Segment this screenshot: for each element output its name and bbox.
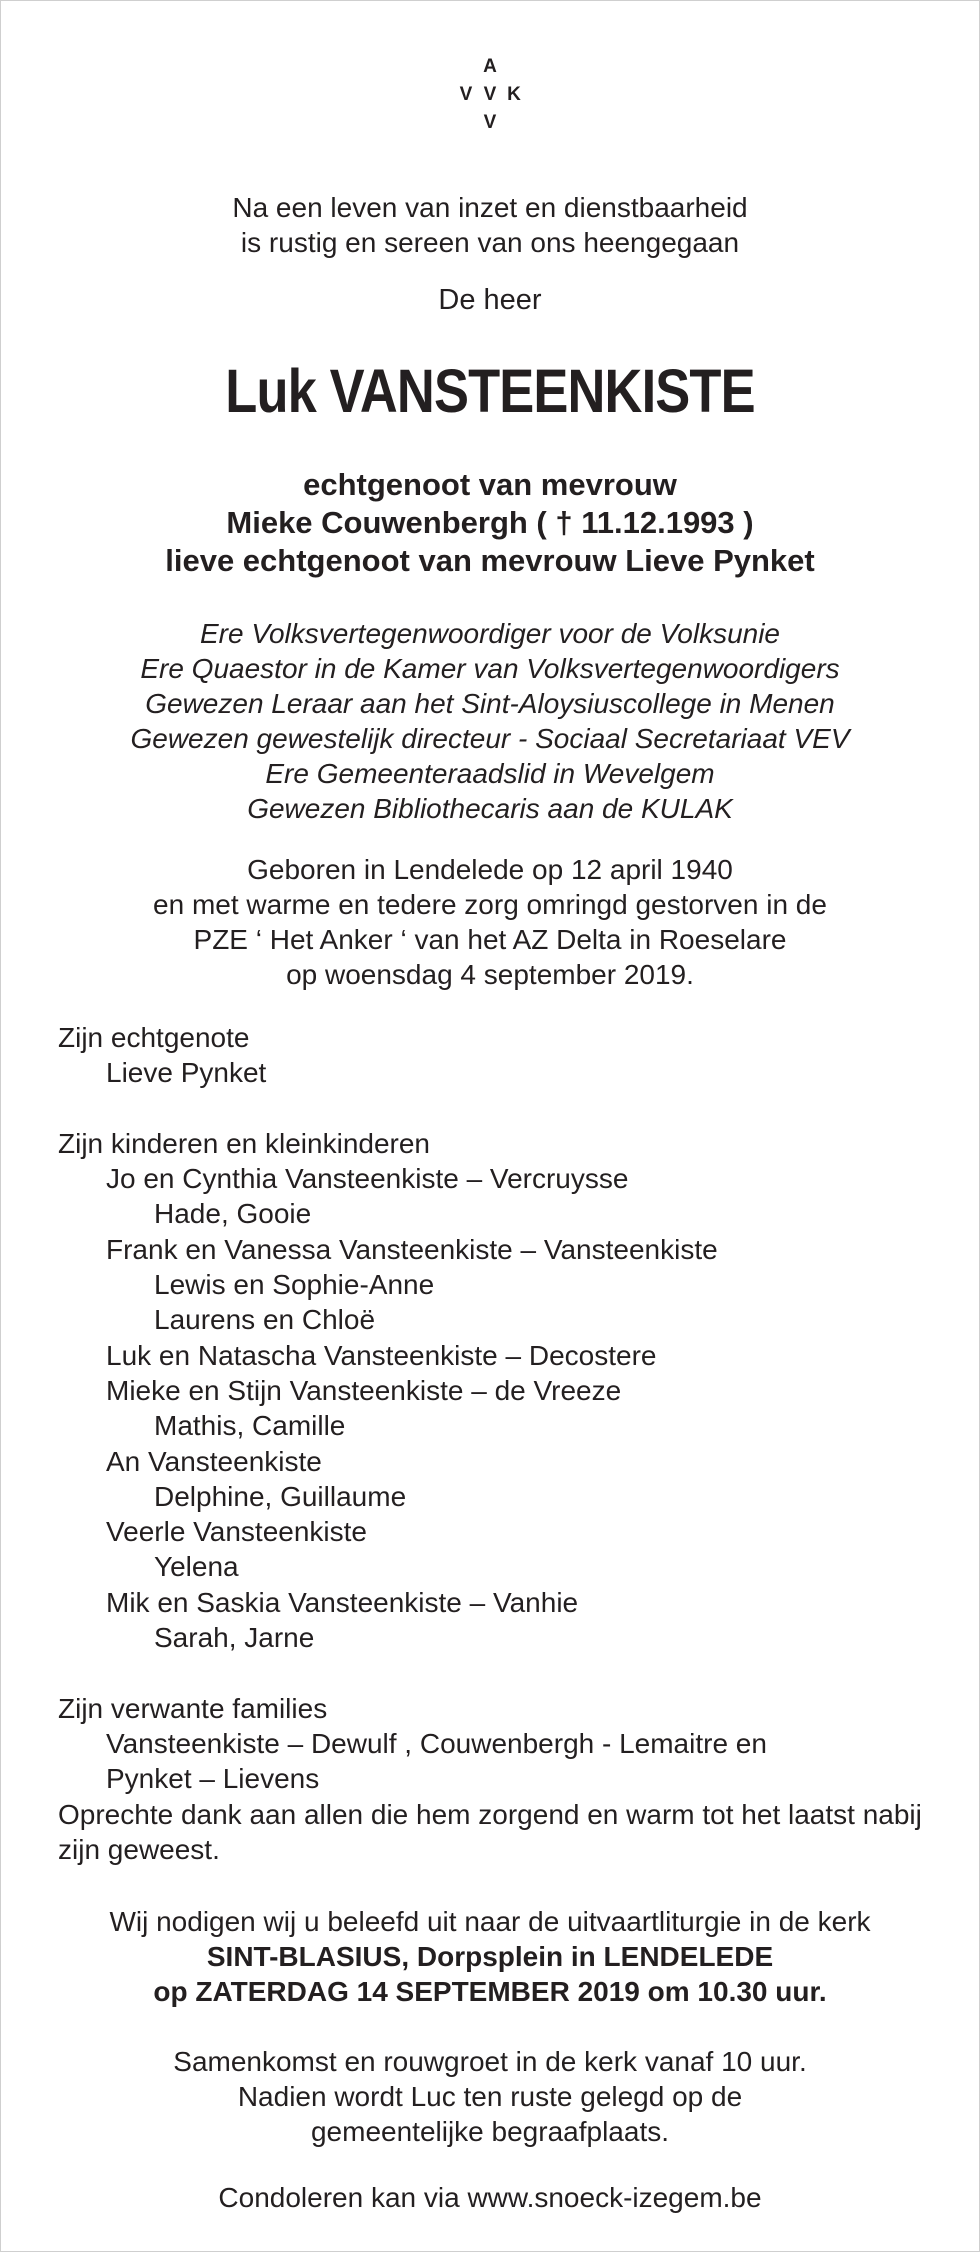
thanks-text: Oprechte dank aan allen die hem zorgend en warm tot het laatst nabij zijn geweest. (58, 1798, 922, 1865)
spouse-line: echtgenoot van mevrouw (303, 467, 677, 502)
intro-line: Na een leven van inzet en dienstbaarheid (232, 192, 748, 223)
child-family: An Vansteenkiste (106, 1445, 322, 1477)
emblem-letter-left: V (459, 84, 473, 105)
spacer (58, 1655, 938, 1690)
spouse-info (0, 466, 980, 580)
intro-line: is rustig en sereen van ons heengegaan (240, 227, 740, 258)
title-line: Ere Volksvertegenwoordiger voor de Volksunie (199, 618, 780, 649)
title-line: Gewezen Leraar aan het Sint-Aloysiuscollege in Menen (145, 688, 835, 719)
funeral-date: op ZATERDAG 14 SEPTEMBER 2019 om 10.30 uur. (153, 1976, 827, 2007)
child-family: Veerle Vansteenkiste (106, 1516, 367, 1548)
grandchildren: Lewis en Sophie-Anne (154, 1269, 435, 1301)
spouse-heading: Zijn echtgenote (58, 1022, 250, 1053)
church-location: SINT-BLASIUS, Dorpsplein in LENDELEDE (206, 1941, 774, 1972)
intro-text (0, 190, 980, 260)
birth-death-line: Geboren in Lendelede op 12 april 1940 (247, 854, 733, 885)
child-family: Jo en Cynthia Vansteenkiste – Vercruysse (106, 1163, 629, 1195)
family-list (58, 1020, 938, 1867)
spouse-line: Mieke Couwenbergh ( † 11.12.1993 ) (226, 505, 754, 540)
spouse-name: Lieve Pynket (106, 1057, 267, 1089)
condolences-text: Condoleren kan via www.snoeck-izegem.be (218, 2182, 762, 2213)
title-line: Ere Gemeenteraadslid in Wevelgem (265, 758, 715, 789)
invitation-line: Wij nodigen wij u beleefd uit naar de uitvaartliturgie in de kerk (109, 1906, 871, 1937)
child-family: Frank en Vanessa Vansteenkiste – Vansteenkiste (106, 1233, 718, 1265)
relatives-line: Vansteenkiste – Dewulf , Couwenbergh - Lemaitre en (106, 1727, 767, 1759)
gathering-line: Samenkomst en rouwgroet in de kerk vanaf 10 uur. (173, 2046, 807, 2077)
gathering-line: gemeentelijke begraafplaats. (310, 2116, 669, 2147)
emblem-letter-right: K (507, 84, 521, 105)
birth-death-line: op woensdag 4 september 2019. (286, 959, 694, 990)
spouse-line: lieve echtgenoot van mevrouw Lieve Pynket (165, 543, 815, 578)
grandchildren: Sarah, Jarne (154, 1622, 315, 1654)
birth-death-line: PZE ‘ Het Anker ‘ van het AZ Delta in Roeselare (193, 924, 787, 955)
title-line: Gewezen Bibliothecaris aan de KULAK (247, 793, 733, 824)
child-family: Luk en Natascha Vansteenkiste – Decostere (106, 1339, 657, 1371)
deceased-name: Luk VANSTEENKISTE (225, 357, 755, 425)
child-family: Mieke en Stijn Vansteenkiste – de Vreeze (106, 1374, 622, 1406)
birth-death-line: en met warme en tedere zorg omringd gestorven in de (153, 889, 827, 920)
funeral-invitation (0, 1904, 980, 2009)
relatives-line: Pynket – Lievens (106, 1763, 320, 1795)
grandchildren: Hade, Gooie (154, 1198, 312, 1230)
relatives-heading: Zijn verwante families (58, 1692, 328, 1724)
honorary-titles (0, 616, 980, 826)
emblem-letter-top: A (483, 56, 497, 77)
spacer (58, 1091, 938, 1126)
honorific: De heer (438, 284, 542, 316)
gathering-line: Nadien wordt Luc ten ruste gelegd op de (237, 2081, 743, 2112)
grandchildren: Delphine, Guillaume (154, 1480, 407, 1512)
emblem-letter-bottom: V (483, 112, 497, 133)
grandchildren: Yelena (154, 1551, 239, 1583)
title-line: Gewezen gewestelijk directeur - Sociaal Secretariaat VEV (130, 723, 850, 754)
child-family: Mik en Saskia Vansteenkiste – Vanhie (106, 1586, 579, 1618)
grandchildren: Mathis, Camille (154, 1410, 346, 1442)
birth-death-info (0, 852, 980, 992)
grandchildren: Laurens en Chloë (154, 1304, 376, 1336)
gathering-info (0, 2044, 980, 2149)
title-line: Ere Quaestor in de Kamer van Volksvertegenwoordigers (140, 653, 840, 684)
emblem-letter-center: V (483, 84, 497, 105)
children-heading: Zijn kinderen en kleinkinderen (58, 1127, 430, 1159)
avvk-emblem (440, 56, 540, 136)
